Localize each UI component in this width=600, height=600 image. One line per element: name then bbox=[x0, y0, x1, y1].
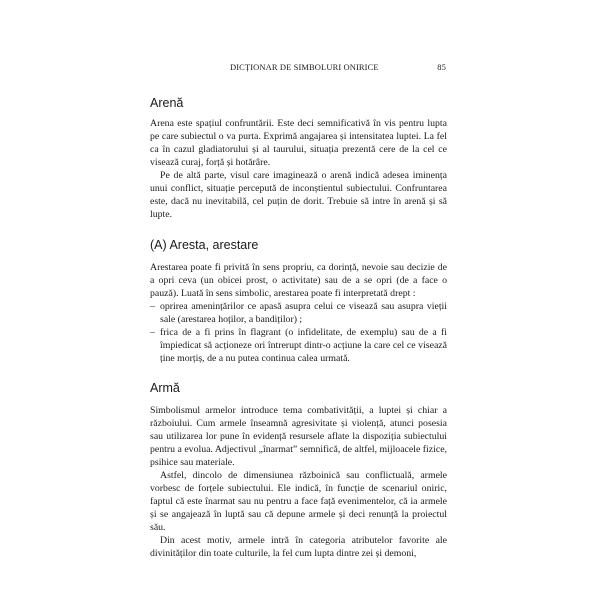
list-item-text: oprirea amenințărilor ce apasă asupra celui ce visează sau asupra vieții sale (arestarea hoților, a bandiților) ; bbox=[160, 301, 447, 325]
page-body bbox=[150, 96, 447, 560]
list-item-text: frica de a fi prins în flagrant (o infidelitate, de exemplu) sau de a fi împiedicat să acționeze ori întrerupt dintr-o acțiune la care cel ce visează ține morțiș, de a nu putea continua calea urmată. bbox=[160, 327, 447, 364]
entry-aresta bbox=[150, 238, 447, 365]
entry-heading: Armă bbox=[150, 381, 180, 395]
dash-marker: – bbox=[150, 327, 155, 338]
entry-heading: Arenă bbox=[150, 96, 184, 110]
running-title: DICȚIONAR DE SIMBOLURI ONIRICE bbox=[230, 62, 379, 72]
entry-list bbox=[150, 300, 447, 365]
entry-heading: (A) Aresta, arestare bbox=[150, 238, 259, 252]
entry-arena bbox=[150, 96, 447, 221]
entry-paragraph: Pe de altă parte, visul care imaginează o arenă indică adesea iminența unui conflict, situație percepută de inconștientul subiectului. Confruntarea este, dacă nu inevitabilă, cel puțin de dorit. Trebuie să intre în arenă și să lupte. bbox=[150, 170, 447, 220]
entry-paragraph: Astfel, dincolo de dimensiunea războinică sau conflictuală, armele vorbesc de forțele subiectului. Ele indică, în funcție de scenariul oniric, faptul că este înarmat sau nu pentru a face față evenimentelor, că ia armele și se angajează în luptă sau că depune armele și deci renunță la proiectul său. bbox=[150, 470, 447, 533]
entry-paragraph: Simbolismul armelor introduce tema combativității, a luptei și chiar a războiului. Cum armele înseamnă agresivitate și violență, atunci posesia sau utilizarea lor pune în evidență resursele aflate la dispoziția subiectului pentru a evolua. Adjectivul „înarmat” semnifică, de altfel, mijloacele fizice, psihice sau materiale. bbox=[150, 405, 447, 468]
list-item bbox=[150, 326, 447, 365]
entry-paragraph: Din acest motiv, armele intră în categoria atributelor favorite ale divinităților din toate culturile, la fel cum lupta dintre zei și demoni, bbox=[150, 535, 447, 559]
entry-arma bbox=[150, 381, 447, 560]
entry-paragraph: Arena este spațiul confruntării. Este deci semnificativă în vis pentru lupta pe care subiectul o va purta. Exprimă angajarea și intensitatea luptei. La fel ca în cazul gladiatorului și al taurului, situația prezentă cere de la cel ce visează curaj, forță și hotărâre. bbox=[150, 118, 447, 168]
page-number: 85 bbox=[437, 62, 446, 72]
list-item bbox=[150, 300, 447, 326]
entry-paragraph: Arestarea poate fi privită în sens propriu, ca dorință, nevoie sau decizie de a opri ceva (un obicei prost, o activitate) sau de a se opri (de a face o pauză). Luată în sens simbolic, arestarea poate fi interpretată drept : bbox=[150, 262, 447, 299]
dash-marker: – bbox=[150, 301, 155, 312]
